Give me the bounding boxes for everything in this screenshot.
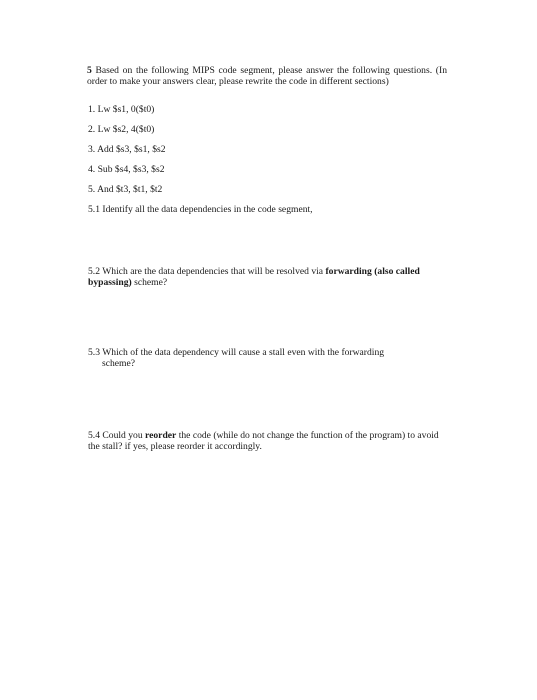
subquestion-5-2-text: 5.2 Which are the data dependencies that will be resolved via bbox=[88, 266, 326, 277]
subquestion-5-4-tail: the code (while do not change the function of the program) to avoid the stall? if yes, please reorder it accordingly. bbox=[88, 430, 439, 452]
code-line: 3. Add $s3, $s1, $s2 bbox=[88, 144, 166, 155]
subquestion-5-4-emphasis: reorder bbox=[145, 430, 177, 441]
code-line: 1. Lw $s1, 0($t0) bbox=[88, 104, 155, 115]
code-line: 4. Sub $s4, $s3, $s2 bbox=[88, 164, 165, 175]
subquestion-5-3-line2: scheme? bbox=[102, 357, 136, 369]
subquestion-5-1: 5.1 Identify all the data dependencies in the code segment, bbox=[88, 204, 313, 215]
subquestion-5-3-line1: 5.3 Which of the data dependency will cause a stall even with the forwarding bbox=[88, 347, 385, 358]
subquestion-5-4 bbox=[88, 431, 446, 452]
subquestion-5-2-emphasis: forwarding (also called bypassing) bbox=[88, 266, 420, 288]
subquestion-5-2-tail: scheme? bbox=[131, 276, 168, 288]
question-intro bbox=[87, 66, 447, 87]
code-line: 5. And $t3, $t1, $t2 bbox=[88, 184, 163, 195]
subquestion-5-3 bbox=[88, 348, 448, 369]
subquestion-5-2 bbox=[88, 267, 448, 288]
question-number: 5 bbox=[87, 65, 92, 76]
subquestion-5-4-text: 5.4 Could you bbox=[88, 430, 146, 441]
question-intro-text: Based on the following MIPS code segment, please answer the following questions. (In order to make your answers clear, please rewrite the code in different sections) bbox=[87, 65, 447, 87]
code-line: 2. Lw $s2, 4($t0) bbox=[88, 124, 155, 135]
